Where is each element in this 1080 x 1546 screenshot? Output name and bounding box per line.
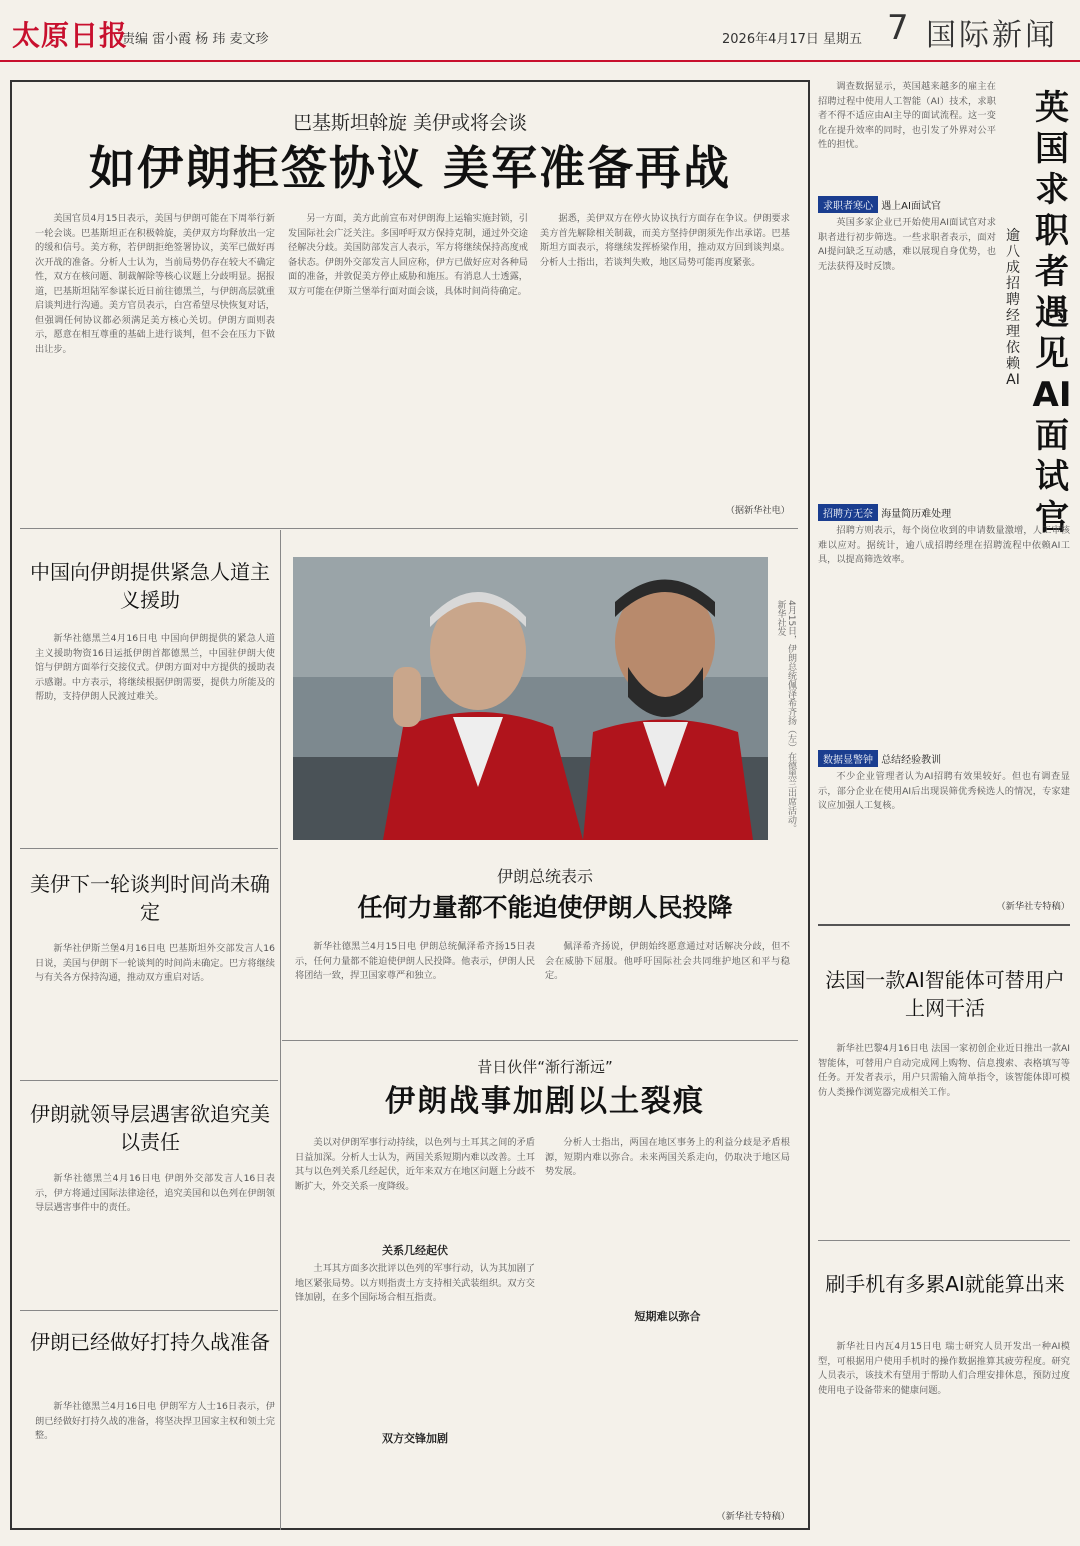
vertical-char: 八: [1006, 244, 1020, 260]
right-feature-title: [1032, 88, 1072, 539]
newspaper-logo: 太原日报: [12, 19, 129, 52]
brief-title-1: 中国向伊朗提供紧急人道主义援助: [30, 560, 270, 612]
lead-body-col1: 美国官员4月15日表示，美国与伊朗可能在下周举行新一轮会谈。巴基斯坦正在积极斡旋，美伊双方均释放出一定的缓和信号。美方称，若伊朗拒绝签署协议，美军已做好再次开战的准备。分析人士认为，当前局势仍存在较大不确定性，双方在核问题、制裁解除等核心议题上分歧明显。据报道，巴基斯坦陆军参谋长近日前往德黑兰，与伊朗高层就重启谈判进行沟通。美方官员表示，白宫希望尽快恢复对话，但强调任何协议都必须满足美方核心关切。伊朗方面则表示，愿意在相互尊重的基础上进行谈判，但不会在压力下做出让步。: [35, 213, 275, 355]
section-tag: 数据显警钟: [818, 750, 878, 767]
divider: [282, 1040, 798, 1041]
analysis-headline: 伊朗战事加剧以土裂痕: [385, 1084, 705, 1119]
analysis-subhead-2: 双方交锋加剧: [382, 1432, 448, 1445]
analysis-subhead-1: 关系几经起伏: [382, 1244, 448, 1257]
right-feature-tag1-row: [818, 196, 998, 213]
section-tag: 求职者寒心: [818, 196, 878, 213]
analysis-kicker: 昔日伙伴“渐行渐远”: [477, 1058, 613, 1076]
analysis-sign: （新华社专特稿）: [716, 1511, 790, 1522]
brief-text-4: 新华社德黑兰4月16日电 伊朗军方人士16日表示，伊朗已经做好打持久战的准备，将坚决捍卫国家主权和领土完整。: [35, 1401, 275, 1441]
vertical-char: 职: [1035, 211, 1069, 251]
analysis-body-col1: 美以对伊朗军事行动持续，以色列与土耳其之间的矛盾日益加深。分析人士认为，两国关系短期内难以改善。土耳其与以色列关系几经起伏，近年来双方在地区问题上分歧不断扩大，外交关系一度降级。: [295, 1137, 535, 1192]
right-news-text-1: 新华社巴黎4月16日电 法国一家初创企业近日推出一款AI智能体，可替用户自动完成网上购物、信息搜索、表格填写等任务。开发者表示，用户只需输入简单指令，该智能体即可模仿人类操作浏览器完成相关工作。: [818, 1043, 1070, 1098]
vertical-char: 官: [1035, 498, 1069, 538]
lead-body-col2: 另一方面，美方此前宣布对伊朗海上运输实施封锁，引发国际社会广泛关注。多国呼吁双方保持克制，通过外交途径解决分歧。美国防部发言人表示，军方将继续保持高度戒备状态。伊朗外交部发言人回应称，伊方已做好应对各种局面的准备，并敦促美方停止威胁和施压。有消息人士透露，双方可能在伊斯兰堡举行面对面会谈，具体时间尚待确定。: [288, 213, 528, 297]
analysis-body-col1b: 土耳其方面多次批评以色列的军事行动，认为其加剧了地区紧张局势。以方则指责土方支持相关武装组织。双方交锋加剧，在多个国际场合相互指责。: [295, 1263, 535, 1303]
feature-headline: 任何力量都不能迫使伊朗人民投降: [357, 893, 733, 922]
vertical-char: 成: [1006, 260, 1020, 276]
vertical-char: 面: [1035, 416, 1069, 456]
section-tag: 招聘方无奈: [818, 504, 878, 521]
vertical-char: AI: [1006, 372, 1020, 388]
photo-illustration: [293, 557, 768, 840]
right-feature-tag2-row: [818, 504, 1068, 521]
vertical-char: 依: [1006, 340, 1020, 356]
news-photo: [293, 557, 768, 840]
brief-text-2: 新华社伊斯兰堡4月16日电 巴基斯坦外交部发言人16日说，美国与伊朗下一轮谈判的时间尚未确定。巴方将继续与有关各方保持沟通，推动双方重启对话。: [35, 943, 275, 983]
vertical-char: 英: [1035, 88, 1069, 128]
divider: [20, 1310, 278, 1311]
feature-kicker: 伊朗总统表示: [496, 867, 593, 886]
analysis-subhead-3: 短期难以弥合: [634, 1310, 701, 1323]
vertical-char: 逾: [1006, 228, 1020, 244]
vertical-char: 国: [1035, 129, 1069, 169]
section-tag-text: 总结经验教训: [881, 755, 942, 766]
lead-body-col3: 据悉，美伊双方在停火协议执行方面存在争议。伊朗要求美方首先解除相关制裁，而美方坚持伊朗须先作出承诺。巴基斯坦方面表示，将继续发挥桥梁作用，推动双方回到谈判桌。分析人士指出，若谈判失败，地区局势可能再度紧张。: [540, 213, 790, 268]
right-news-text-2: 新华社日内瓦4月15日电 瑞士研究人员开发出一种AI模型，可根据用户使用手机时的操作数据推算其疲劳程度。研究人员表示，该技术有望用于帮助人们合理安排休息，预防过度使用电子设备带来的健康问题。: [818, 1341, 1070, 1396]
right-news-title-1: 法国一款AI智能体可替用户上网干活: [825, 968, 1065, 1020]
right-feature-sec3: 不少企业管理者认为AI招聘有效果较好。但也有调查显示，部分企业在使用AI后出现误筛优秀候选人的情况，专家建议应加强人工复核。: [818, 771, 1070, 811]
right-feature-sign: （新华社专特稿）: [996, 901, 1070, 912]
lead-headline: 如伊朗拒签协议 美军准备再战: [88, 141, 731, 195]
analysis-body-col2: 分析人士指出，两国在地区事务上的利益分歧是矛盾根源，短期内难以弥合。未来两国关系走向，仍取决于地区局势发展。: [545, 1137, 790, 1177]
photo-caption: 4月15日，伊朗总统佩泽希齐扬（左）在德黑兰出席活动。新华社发: [775, 600, 796, 834]
section-title: 国际新闻: [926, 18, 1058, 53]
section-tag-text: 海量简历难处理: [881, 509, 952, 520]
vertical-char: 求: [1035, 170, 1069, 210]
vertical-char: 赖: [1006, 356, 1020, 372]
masthead: [0, 0, 1080, 62]
vertical-char: 理: [1006, 324, 1020, 340]
dateline: 2026年4月17日 星期五: [722, 32, 863, 47]
brief-text-1: 新华社德黑兰4月16日电 中国向伊朗提供的紧急人道主义援助物资16日运抵伊朗首都德黑兰，中国驻伊朗大使馆与伊朗方面举行交接仪式。伊朗方面对中方提供的援助表示感谢。中方表示，将继续根据伊朗需要，提供力所能及的帮助，支持伊朗人民渡过难关。: [35, 633, 275, 702]
brief-title-2: 美伊下一轮谈判时间尚未确定: [30, 872, 270, 924]
vertical-char: 见: [1035, 334, 1069, 374]
right-feature-sec2: 招聘方则表示，每个岗位收到的申请数量激增，人工审核难以应对。据统计，逾八成招聘经理在招聘流程中依赖AI工具，以提高筛选效率。: [818, 525, 1070, 565]
brief-text-3: 新华社德黑兰4月16日电 伊朗外交部发言人16日表示，伊方将通过国际法律途径，追究美国和以色列在伊朗领导层遇害事件中的责任。: [35, 1173, 275, 1213]
divider: [818, 924, 1070, 926]
right-feature-subtitle: [1003, 228, 1023, 388]
divider: [818, 1240, 1070, 1241]
vertical-char: 试: [1035, 457, 1069, 497]
divider: [20, 1080, 278, 1081]
vertical-char: 招: [1006, 276, 1020, 292]
vertical-char: AI: [1032, 375, 1072, 415]
right-feature-intro: 调查数据显示，英国越来越多的雇主在招聘过程中使用人工智能（AI）技术，求职者不得不适应由AI主导的面试流程。这一变化在提升效率的同时，也引发了外界对公平性的担忧。: [818, 81, 996, 150]
vertical-char: 聘: [1006, 292, 1020, 308]
page-number: 7: [887, 8, 909, 48]
brief-title-4: 伊朗已经做好打持久战准备: [30, 1330, 270, 1354]
feature-body-col2: 佩泽希齐扬说，伊朗始终愿意通过对话解决分歧，但不会在威胁下屈服。他呼吁国际社会共同维护地区和平与稳定。: [545, 941, 790, 981]
vertical-char: 者: [1035, 252, 1069, 292]
divider: [280, 530, 281, 1530]
brief-title-3: 伊朗就领导层遇害欲追究美以责任: [30, 1102, 270, 1154]
lead-sign: （据新华社电）: [725, 505, 790, 516]
section-tag-text: 遇上AI面试官: [881, 201, 941, 212]
feature-body-col1: 新华社德黑兰4月15日电 伊朗总统佩泽希齐扬15日表示，任何力量都不能迫使伊朗人民投降。他表示，伊朗人民将团结一致，捍卫国家尊严和独立。: [295, 941, 535, 981]
lead-kicker: 巴基斯坦斡旋 美伊或将会谈: [292, 112, 528, 134]
right-news-title-2: 刷手机有多累AI就能算出来: [825, 1272, 1065, 1296]
divider: [20, 528, 798, 529]
divider: [20, 848, 278, 849]
right-feature-sec1: 英国多家企业已开始使用AI面试官对求职者进行初步筛选。一些求职者表示，面对AI提问缺乏互动感，难以展现自身优势，也无法获得及时反馈。: [818, 217, 996, 272]
editors-line: 责编 雷小霞 杨 玮 麦文珍: [122, 32, 269, 47]
right-feature-tag3-row: [818, 750, 1068, 767]
vertical-char: 遇: [1035, 293, 1069, 333]
vertical-char: 经: [1006, 308, 1020, 324]
